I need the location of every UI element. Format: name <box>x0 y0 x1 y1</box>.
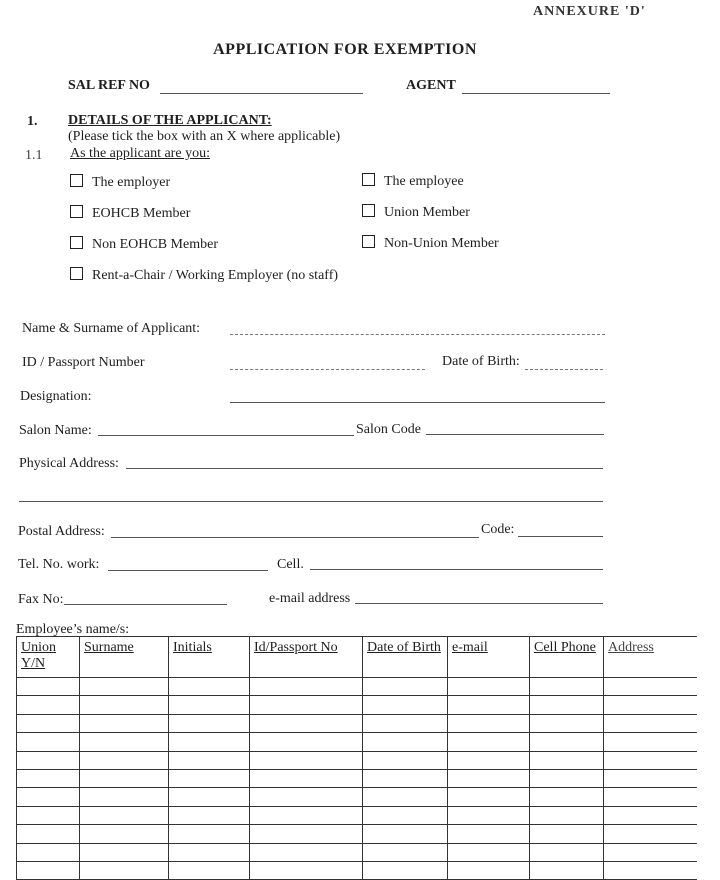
table-cell[interactable] <box>604 678 697 696</box>
tel-work-label: Tel. No. work: <box>18 557 100 572</box>
table-cell[interactable] <box>17 788 80 806</box>
table-cell[interactable] <box>17 769 80 787</box>
col-surname: Surname <box>80 637 169 678</box>
table-cell[interactable] <box>604 751 697 769</box>
table-cell[interactable] <box>80 696 169 714</box>
code-field[interactable] <box>518 536 603 537</box>
option-non-eohcb-member-label: Non EOHCB Member <box>92 237 218 252</box>
table-cell[interactable] <box>169 696 250 714</box>
table-cell[interactable] <box>448 751 530 769</box>
table-cell[interactable] <box>250 788 363 806</box>
table-cell[interactable] <box>80 769 169 787</box>
col-date-of-birth: Date of Birth <box>363 637 448 678</box>
table-cell[interactable] <box>17 733 80 751</box>
table-cell[interactable] <box>169 788 250 806</box>
table-cell[interactable] <box>530 843 604 861</box>
table-cell[interactable] <box>169 769 250 787</box>
subsection-number: 1.1 <box>25 148 43 163</box>
table-cell[interactable] <box>17 678 80 696</box>
postal-address-label: Postal Address: <box>18 524 105 539</box>
table-row <box>17 788 697 806</box>
table-cell[interactable] <box>80 678 169 696</box>
table-cell[interactable] <box>604 825 697 843</box>
col-initials: Initials <box>169 637 250 678</box>
checkbox-non-eohcb-member[interactable] <box>70 236 83 249</box>
table-cell[interactable] <box>169 678 250 696</box>
salon-code-label: Salon Code <box>356 422 421 437</box>
table-cell[interactable] <box>250 751 363 769</box>
table-cell[interactable] <box>169 806 250 824</box>
checkbox-employee[interactable] <box>362 173 375 186</box>
table-cell[interactable] <box>604 714 697 732</box>
dob-label: Date of Birth: <box>442 354 520 369</box>
option-employee-label: The employee <box>384 174 464 189</box>
table-cell[interactable] <box>250 769 363 787</box>
table-cell[interactable] <box>448 788 530 806</box>
col-email: e-mail <box>448 637 530 678</box>
table-cell[interactable] <box>169 733 250 751</box>
option-union-member[interactable] <box>362 204 470 221</box>
table-cell[interactable] <box>530 751 604 769</box>
designation-field[interactable] <box>230 402 605 403</box>
table-cell[interactable] <box>604 806 697 824</box>
table-cell[interactable] <box>530 678 604 696</box>
table-row <box>17 751 697 769</box>
employees-table <box>16 636 697 880</box>
table-cell[interactable] <box>169 861 250 879</box>
email-label: e-mail address <box>269 591 351 606</box>
table-cell[interactable] <box>530 806 604 824</box>
table-cell[interactable] <box>80 825 169 843</box>
table-cell[interactable] <box>604 843 697 861</box>
postal-address-field[interactable] <box>111 537 479 538</box>
employees-header-row <box>17 637 697 678</box>
table-row <box>17 861 697 879</box>
table-cell[interactable] <box>17 861 80 879</box>
table-cell[interactable] <box>363 843 448 861</box>
tel-work-field[interactable] <box>108 570 268 571</box>
table-cell[interactable] <box>604 696 697 714</box>
cell-field[interactable] <box>310 569 603 570</box>
table-cell[interactable] <box>250 861 363 879</box>
table-cell[interactable] <box>17 714 80 732</box>
table-cell[interactable] <box>448 733 530 751</box>
checkbox-eohcb-member[interactable] <box>70 205 83 218</box>
table-cell[interactable] <box>363 861 448 879</box>
col-union: Union Y/N <box>17 637 80 678</box>
table-cell[interactable] <box>169 843 250 861</box>
table-row <box>17 714 697 732</box>
table-cell[interactable] <box>530 861 604 879</box>
form-title: APPLICATION FOR EXEMPTION <box>213 41 477 58</box>
col-id-passport: Id/Passport No <box>250 637 363 678</box>
physical-address-field-2[interactable] <box>19 501 603 502</box>
table-cell[interactable] <box>448 806 530 824</box>
table-cell[interactable] <box>363 733 448 751</box>
table-row <box>17 825 697 843</box>
checkbox-non-union-member[interactable] <box>362 235 375 248</box>
table-cell[interactable] <box>530 733 604 751</box>
option-rent-a-chair-label: Rent-a-Chair / Working Employer (no staff) <box>92 268 339 283</box>
table-cell[interactable] <box>250 806 363 824</box>
table-cell[interactable] <box>604 733 697 751</box>
table-cell[interactable] <box>169 825 250 843</box>
email-field[interactable] <box>355 603 603 604</box>
option-employer-label: The employer <box>92 175 171 190</box>
table-cell[interactable] <box>250 843 363 861</box>
table-cell[interactable] <box>363 714 448 732</box>
table-row <box>17 843 697 861</box>
table-cell[interactable] <box>363 696 448 714</box>
option-non-union-member-label: Non-Union Member <box>384 236 499 251</box>
table-cell[interactable] <box>80 751 169 769</box>
table-cell[interactable] <box>363 678 448 696</box>
physical-address-field[interactable] <box>126 468 603 469</box>
table-cell[interactable] <box>448 825 530 843</box>
sal-ref-label: SAL REF NO <box>68 78 150 93</box>
cell-label: Cell. <box>277 557 304 572</box>
table-cell[interactable] <box>80 714 169 732</box>
employees-label: Employee’s name/s: <box>16 622 130 637</box>
option-union-member-label: Union Member <box>384 205 470 220</box>
table-cell[interactable] <box>448 861 530 879</box>
table-cell[interactable] <box>448 843 530 861</box>
table-row <box>17 769 697 787</box>
fax-label: Fax No: <box>18 592 64 607</box>
salon-code-field[interactable] <box>426 434 604 435</box>
name-surname-field[interactable] <box>230 334 605 335</box>
table-cell[interactable] <box>530 825 604 843</box>
table-cell[interactable] <box>169 751 250 769</box>
col-address: Address <box>604 637 697 678</box>
salon-name-field[interactable] <box>98 435 354 436</box>
name-surname-label: Name & Surname of Applicant: <box>22 321 201 336</box>
option-rent-a-chair[interactable] <box>70 267 338 284</box>
fax-field[interactable] <box>64 604 227 605</box>
table-cell[interactable] <box>363 825 448 843</box>
checkbox-employer[interactable] <box>70 174 83 187</box>
table-cell[interactable] <box>250 825 363 843</box>
annexure-label: ANNEXURE 'D' <box>533 4 646 19</box>
table-cell[interactable] <box>448 696 530 714</box>
designation-label: Designation: <box>20 389 92 404</box>
section-instruction: (Please tick the box with an X where applicable) <box>68 129 341 144</box>
agent-label: AGENT <box>406 78 456 93</box>
table-cell[interactable] <box>604 788 697 806</box>
table-cell[interactable] <box>80 861 169 879</box>
option-eohcb-member[interactable] <box>70 205 190 222</box>
sal-ref-field[interactable] <box>160 93 363 94</box>
table-cell[interactable] <box>17 696 80 714</box>
table-row <box>17 678 697 696</box>
table-cell[interactable] <box>448 714 530 732</box>
id-passport-field[interactable] <box>230 369 425 370</box>
checkbox-rent-a-chair[interactable] <box>70 267 83 280</box>
col-cell-phone: Cell Phone <box>530 637 604 678</box>
table-cell[interactable] <box>448 678 530 696</box>
table-cell[interactable] <box>17 825 80 843</box>
code-label: Code: <box>481 522 515 537</box>
section-number: 1. <box>27 114 38 129</box>
table-cell[interactable] <box>250 678 363 696</box>
dob-field[interactable] <box>525 369 603 370</box>
agent-field[interactable] <box>462 93 610 94</box>
table-cell[interactable] <box>530 696 604 714</box>
table-cell[interactable] <box>530 714 604 732</box>
table-cell[interactable] <box>17 751 80 769</box>
subsection-heading: As the applicant are you: <box>70 146 210 161</box>
option-employee[interactable] <box>362 173 464 190</box>
option-non-union-member[interactable] <box>362 235 499 252</box>
table-cell[interactable] <box>80 843 169 861</box>
table-row <box>17 733 697 751</box>
table-cell[interactable] <box>80 788 169 806</box>
table-row <box>17 696 697 714</box>
table-cell[interactable] <box>169 714 250 732</box>
table-cell[interactable] <box>80 733 169 751</box>
option-non-eohcb-member[interactable] <box>70 236 218 253</box>
table-cell[interactable] <box>363 788 448 806</box>
table-cell[interactable] <box>17 843 80 861</box>
table-cell[interactable] <box>80 806 169 824</box>
table-cell[interactable] <box>363 769 448 787</box>
id-passport-label: ID / Passport Number <box>22 355 145 370</box>
table-cell[interactable] <box>604 861 697 879</box>
section-heading: DETAILS OF THE APPLICANT: <box>68 113 272 128</box>
table-cell[interactable] <box>363 751 448 769</box>
table-row <box>17 806 697 824</box>
table-cell[interactable] <box>604 769 697 787</box>
table-cell[interactable] <box>250 733 363 751</box>
table-cell[interactable] <box>448 769 530 787</box>
table-cell[interactable] <box>530 788 604 806</box>
option-employer[interactable] <box>70 174 170 191</box>
salon-name-label: Salon Name: <box>19 423 92 438</box>
option-eohcb-member-label: EOHCB Member <box>92 206 191 221</box>
table-cell[interactable] <box>363 806 448 824</box>
checkbox-union-member[interactable] <box>362 204 375 217</box>
table-cell[interactable] <box>530 769 604 787</box>
table-cell[interactable] <box>250 714 363 732</box>
table-cell[interactable] <box>17 806 80 824</box>
table-cell[interactable] <box>250 696 363 714</box>
physical-address-label: Physical Address: <box>19 456 119 471</box>
